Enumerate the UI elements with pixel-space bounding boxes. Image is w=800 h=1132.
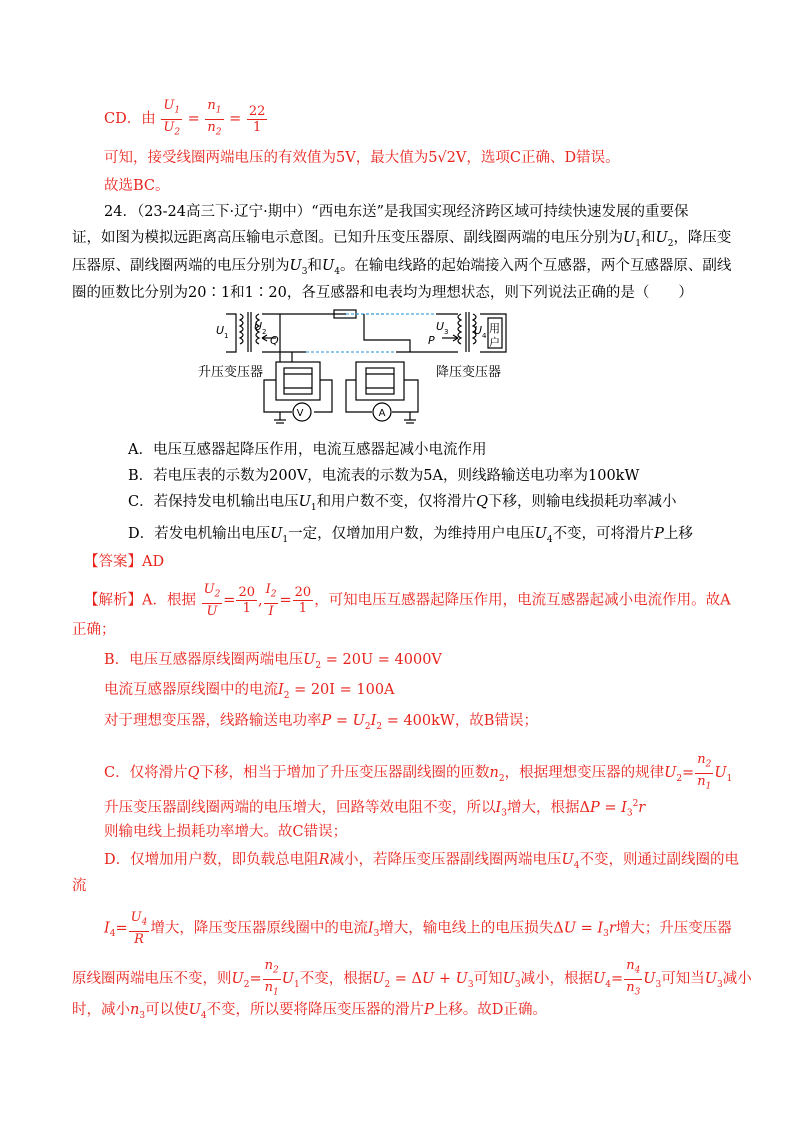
question-24-line-4: 圈的匝数比分别为20∶1和1∶20，各互感器和电表均为理想状态，则下列说法正确的是（ ）	[72, 285, 693, 301]
analysis-c-1: C．仅将滑片Q下移，相当于增加了升压变压器副线圈的匝数$n_2$，根据理想变压器的规律$U_2=$ $\frac{n_2}{n_1}$ $U_1$	[104, 752, 733, 792]
fraction-n1-n2: $\frac{n_1}{n_2}$	[207, 98, 222, 138]
label-u1-sub: 1	[224, 332, 229, 340]
analysis-b-3: 对于理想变压器，线路输送电功率$P = U_2I_2 = 400kW$，故B错误；	[104, 713, 538, 732]
label-u2-sub: 2	[262, 328, 267, 336]
step-up-primary-coil	[240, 314, 243, 344]
label-u4-sub: 4	[482, 332, 487, 340]
analysis-d-1: D．仅增加用户数，即负载总电阻R减小，若降压变压器副线圈两端电压$U_4$不变，则通过副线圈的电	[104, 852, 740, 871]
analysis-c-3: 则输电线上损耗功率增大。故C错误；	[104, 824, 348, 840]
prev-conclusion: 可知，接受线圈两端电压的有效值为5V，最大值为5√2V，选项C正确、D错误。	[104, 150, 620, 166]
option-b: B．若电压表的示数为200V，电流表的示数为5A，则线路输送电功率为100kW	[128, 468, 640, 484]
label-step-down: 降压变压器	[436, 365, 502, 380]
label-p: P	[428, 334, 435, 347]
analysis-c-2: 升压变压器副线圈两端的电压增大，回路等效电阻不变，所以$I_3$增大，根据$\Delta P = I_3^2r$	[104, 799, 646, 819]
transmission-diagram	[196, 304, 516, 428]
question-24-line-2: 证，如图为模拟远距离高压输电示意图。已知升压变压器原、副线圈两端的电压分别为$U_1$和$U_2$，降压变	[72, 230, 732, 249]
analysis-b-2: 电流互感器原线圈中的电流$I_2 = 20I = 100A$	[104, 682, 395, 701]
label-u3-sub: 3	[444, 328, 449, 336]
option-c: C．若保持发电机输出电压$U_1$和用户数不变，仅将滑片Q下移，则输电线损耗功率减小	[128, 494, 677, 513]
analysis-d-1-end: 流	[72, 878, 87, 894]
analysis-d-4: 时，减小$n_3$可以使$U_4$不变，所以要将降压变压器的滑片P上移。故D正确。	[72, 1002, 547, 1021]
option-a: A．电压互感器起降压作用，电流互感器起减小电流作用	[128, 442, 487, 458]
question-24-line-3: 压器原、副线圈两端的电压分别为$U_3$和$U_4$。在输电线路的起始端接入两个互感器，两个互感器原、副线	[72, 258, 732, 277]
label-q: Q	[270, 334, 279, 347]
ct-secondary-right	[392, 380, 418, 412]
ct-lead	[364, 314, 410, 352]
label-u1: U	[216, 324, 225, 337]
vt-secondary-right	[314, 380, 332, 412]
voltmeter-label: V	[296, 408, 304, 419]
label-u2: U	[254, 320, 263, 333]
fraction-u1-u2: $\frac{U_1}{U_2}$	[163, 98, 181, 138]
label-u3: U	[436, 320, 445, 333]
label-user-top: 用	[489, 322, 500, 335]
analysis-a: 【解析】A．根据 $\frac{U_2}{U}$ = $\frac{20}{1}$ , $\frac{I_2}{I}$ = $\frac{20}{1}$ ，可知电压互感器起降压作用，电流互感器起减小电流作用。故A	[84, 582, 731, 619]
label-user-bottom: 户	[489, 336, 500, 349]
step-down-primary-coil	[458, 314, 461, 344]
analysis-b-1: B．电压互感器原线圈两端电压$U_2 = 20U = 4000V$	[104, 652, 442, 671]
prev-answer: 故选BC。	[104, 178, 170, 194]
ammeter-label: A	[378, 408, 386, 419]
current-transformer-core	[366, 368, 394, 394]
analysis-d-3: 原线圈两端电压不变，则$U_2=$ $\frac{n_2}{n_1}$ $U_1$不变，根据$U_2 = \Delta U + U_3$可知$U_3$减小，根据$U_4=$ $\frac{n_4}{n_3}$ $U_3$可知当$U_3$减小	[72, 958, 752, 998]
label-step-up: 升压变压器	[198, 365, 264, 380]
analysis-d-2: $I_4=$ $\frac{U_4}{R}$ 增大，降压变压器原线圈中的电流$I_3$增大，输电线上的电压损失$\Delta U = I_3r$增大；升压变压器	[104, 910, 732, 947]
transmission-diagram-svg	[196, 304, 516, 428]
vt-secondary-left	[264, 380, 292, 412]
ct-secondary-left	[346, 380, 372, 412]
label-u4: U	[474, 324, 483, 337]
option-d: D．若发电机输出电压$U_1$一定，仅增加用户数，为维持用户电压$U_4$不变，可将滑片P上移	[128, 526, 693, 545]
analysis-a-end: 正确；	[72, 622, 116, 638]
answer-line: 【答案】AD	[84, 554, 165, 570]
voltage-transformer-core	[284, 368, 312, 394]
question-24-line-1: 24．（23-24高三下·辽宁·期中）“西电东送”是我国实现经济跨区域可持续快速发展的重要保	[104, 204, 689, 220]
fraction-22-1: $\frac{22}{1}$	[248, 103, 266, 135]
prev-cd-line: CD．由 $\frac{U_1}{U_2}$ = $\frac{n_1}{n_2}$ = $\frac{22}{1}$	[104, 98, 268, 140]
